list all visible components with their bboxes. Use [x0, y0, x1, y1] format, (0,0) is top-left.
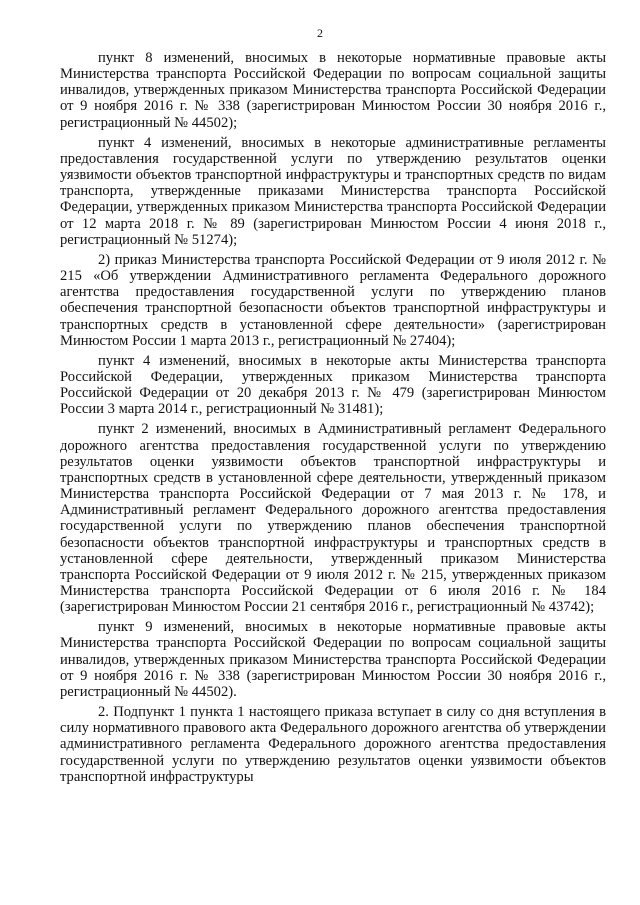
paragraph-3: 2) приказ Министерства транспорта Российской Федерации от 9 июля 2012 г. № 215 «Об утверждении Административного регламента Федерального дорожного агентства предоставления государственной услуги по утверждению планов обеспечения транспортной безопасности объектов транспортной инфраструктуры и транспортных средств в установленной сфере деятельности» (зарегистрирован Минюстом России 1 марта 2013 г., регистрационный № 27404); — [60, 251, 606, 349]
paragraph-4: пункт 4 изменений, вносимых в некоторые акты Министерства транспорта Российской Федерации, утвержденных приказом Министерства транспорта Российской Федерации от 20 декабря 2013 г. № 479 (зарегистрирован Минюстом России 3 марта 2014 г., регистрационный № 31481); — [60, 352, 606, 418]
page-number: 2 — [317, 26, 323, 40]
paragraph-2: пункт 4 изменений, вносимых в некоторые административные регламенты предоставления государственной услуги по утверждению результатов оценки уязвимости объектов транспортной инфраструктуры и транспортных средств по видам транспорта, утвержденные приказами Министерства транспорта Российской Федерации, утвержденных приказом Министерства транспорта Российской Федерации от 12 марта 2018 г. № 89 (зарегистрирован Минюстом России 4 июня 2018 г., регистрационный № 51274); — [60, 134, 606, 248]
paragraph-7: 2. Подпункт 1 пункта 1 настоящего приказа вступает в силу со дня вступления в силу нормативного правового акта Федерального дорожного агентства об утверждении административного регламента Федерального дорожного агентства предоставления государственной услуги по утверждению результатов оценки уязвимости объектов транспортной инфраструктуры — [60, 704, 606, 785]
paragraph-5: пункт 2 изменений, вносимых в Административный регламент Федерального дорожного агентства предоставления государственной услуги по утверждению результатов оценки уязвимости объектов транспортной инфраструктуры и транспортных средств в установленной сфере деятельности, утвержденный приказом Министерства транспорта Российской Федерации от 7 мая 2013 г. № 178, и Административный регламент Федерального дорожного агентства предоставления государственной услуги по утверждению планов обеспечения транспортной безопасности объектов транспортной инфраструктуры и транспортных средств в установленной сфере деятельности, утвержденный приказом Министерства транспорта Российской Федерации от 9 июля 2012 г. № 215, утвержденных приказом Министерства транспорта Российской Федерации от 6 июля 2016 г. № 184 (зарегистрирован Минюстом России 21 сентября 2016 г., регистрационный № 43742); — [60, 421, 606, 616]
paragraph-1: пункт 8 изменений, вносимых в некоторые нормативные правовые акты Министерства транспорта Российской Федерации по вопросам социальной защиты инвалидов, утвержденных приказом Министерства транспорта Российской Федерации от 9 ноября 2016 г. № 338 (зарегистрирован Минюстом России 30 ноября 2016 г., регистрационный № 44502); — [60, 50, 606, 131]
paragraph-6: пункт 9 изменений, вносимых в некоторые нормативные правовые акты Министерства транспорта Российской Федерации по вопросам социальной защиты инвалидов, утвержденных приказом Министерства транспорта Российской Федерации от 9 ноября 2016 г. № 338 (зарегистрирован Минюстом России 30 ноября 2016 г., регистрационный № 44502). — [60, 619, 606, 700]
document-body — [60, 50, 606, 785]
